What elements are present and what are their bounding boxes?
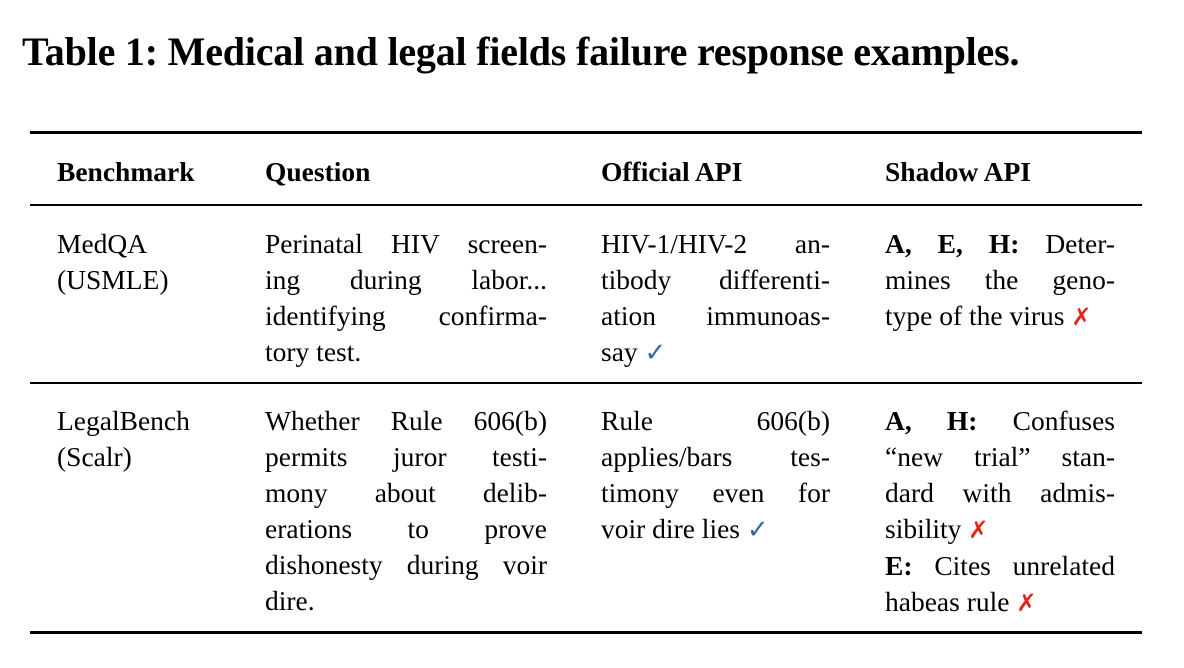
benchmark-line: (Scalr) bbox=[57, 441, 132, 472]
shadow-text: habeas rule bbox=[885, 586, 1010, 617]
shadow-line: dard with admis- bbox=[885, 477, 1115, 508]
bottom-rule bbox=[30, 631, 1142, 634]
cross-icon: ✗ bbox=[1016, 589, 1037, 617]
benchmark-line: LegalBench bbox=[57, 405, 190, 436]
question-line: erations to prove bbox=[265, 513, 547, 544]
cell-question bbox=[265, 403, 547, 619]
cross-icon: ✗ bbox=[968, 516, 989, 544]
official-line-text: voir dire lies bbox=[601, 513, 740, 544]
official-line bbox=[601, 511, 830, 548]
shadow-text: sibility bbox=[885, 513, 962, 544]
cell-benchmark bbox=[57, 403, 237, 475]
check-icon: ✓ bbox=[746, 515, 769, 545]
shadow-models: A, H: bbox=[885, 405, 978, 436]
official-line: ation immunoas- bbox=[601, 300, 830, 331]
cell-question bbox=[265, 226, 547, 370]
cell-official-api bbox=[601, 226, 830, 371]
top-rule bbox=[30, 131, 1142, 134]
official-line: tibody differenti- bbox=[601, 264, 830, 295]
official-line bbox=[601, 334, 830, 371]
question-line: permits juror testi- bbox=[265, 441, 547, 472]
table-caption: Table 1: Medical and legal fields failure response examples. bbox=[22, 29, 1020, 74]
benchmark-line: MedQA bbox=[57, 228, 148, 259]
header-official-api: Official API bbox=[601, 156, 743, 187]
shadow-text: Cites unrelated bbox=[934, 550, 1115, 581]
shadow-models: A, E, H: bbox=[885, 228, 1020, 259]
official-line: Rule 606(b) bbox=[601, 405, 830, 436]
shadow-line bbox=[885, 511, 1115, 548]
question-line: mony about delib- bbox=[265, 477, 547, 508]
shadow-line bbox=[885, 548, 1115, 584]
shadow-text: Confuses bbox=[1012, 405, 1115, 436]
question-line: identifying confirma- bbox=[265, 300, 547, 331]
official-line: HIV-1/HIV-2 an- bbox=[601, 228, 830, 259]
cell-benchmark bbox=[57, 226, 237, 298]
question-line: Whether Rule 606(b) bbox=[265, 405, 547, 436]
header-benchmark: Benchmark bbox=[57, 156, 195, 187]
official-line: timony even for bbox=[601, 477, 830, 508]
question-line: Perinatal HIV screen- bbox=[265, 228, 547, 259]
question-line: dishonesty during voir bbox=[265, 549, 547, 580]
shadow-line bbox=[885, 403, 1115, 439]
shadow-text: type of the virus bbox=[885, 300, 1065, 331]
official-line: applies/bars tes- bbox=[601, 441, 830, 472]
question-line: dire. bbox=[265, 585, 315, 616]
question-line: tory test. bbox=[265, 336, 362, 367]
shadow-line: “new trial” stan- bbox=[885, 441, 1115, 472]
cross-icon: ✗ bbox=[1071, 303, 1092, 331]
shadow-text: Deter- bbox=[1045, 228, 1115, 259]
cell-official-api bbox=[601, 403, 830, 548]
header-question: Question bbox=[265, 156, 371, 187]
cell-shadow-api bbox=[885, 403, 1115, 621]
shadow-line: mines the geno- bbox=[885, 264, 1115, 295]
shadow-line bbox=[885, 298, 1115, 335]
question-line: ing during labor... bbox=[265, 264, 547, 295]
cell-shadow-api bbox=[885, 226, 1115, 335]
check-icon: ✓ bbox=[644, 338, 667, 368]
shadow-line bbox=[885, 584, 1115, 621]
benchmark-line: (USMLE) bbox=[57, 264, 169, 295]
shadow-models: E: bbox=[885, 550, 913, 581]
header-rule bbox=[30, 204, 1142, 206]
row-separator-rule bbox=[30, 382, 1142, 384]
header-shadow-api: Shadow API bbox=[885, 156, 1031, 187]
official-line-text: say bbox=[601, 336, 638, 367]
shadow-line bbox=[885, 226, 1115, 262]
